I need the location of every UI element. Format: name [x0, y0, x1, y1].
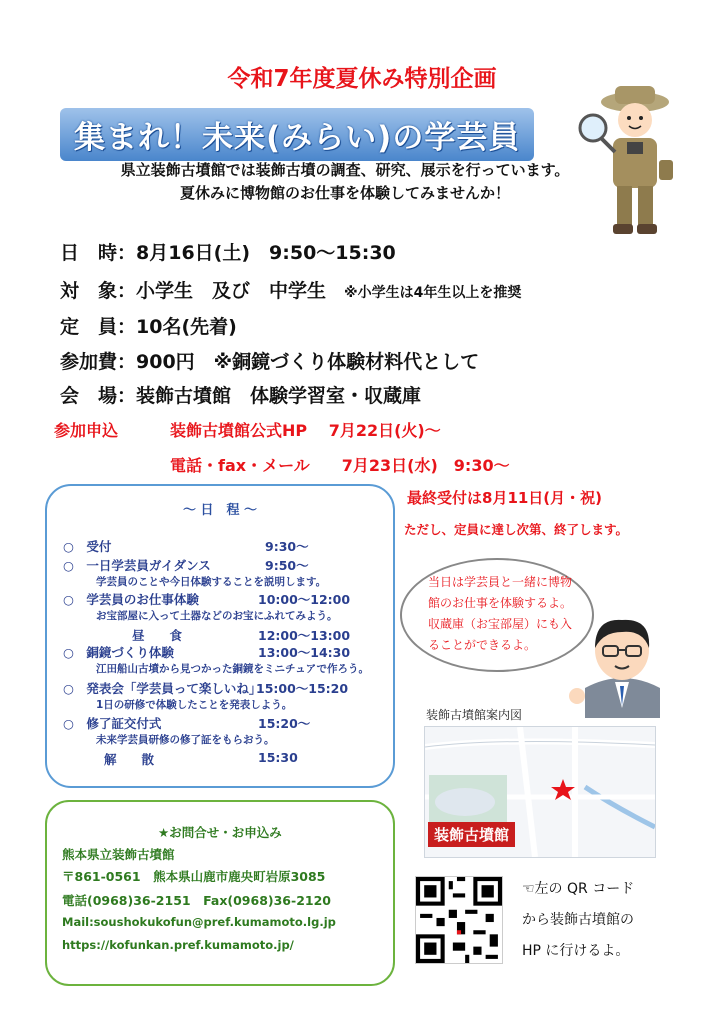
schedule-label: ○ 発表会「学芸員って楽しいね」 — [63, 681, 262, 696]
schedule-sub: 1日の研修で体験したことを発表しよう。 — [96, 699, 293, 711]
info-capacity: 定 員：10名(先着) — [60, 316, 237, 338]
schedule-label: ○ 修了証交付式 — [63, 716, 162, 731]
contact-address: 〒861-0561 熊本県山鹿市鹿央町岩原3085 — [62, 869, 326, 884]
schedule-row — [132, 626, 182, 644]
schedule-sub: 未来学芸員研修の修了証をもらおう。 — [96, 734, 275, 746]
schedule-row — [63, 590, 199, 608]
apply-phone: 電話・fax・メール 7月23日(水) 9:30～ — [170, 456, 510, 475]
schedule-label: 昼 食 — [132, 628, 183, 643]
intro-line-1: 県立装飾古墳館では装飾古墳の調査、研究、展示を行っています。 — [120, 161, 570, 179]
apply-note: ただし、定員に達し次第、終了します。 — [404, 522, 629, 537]
contact-org: 熊本県立装飾古墳館 — [62, 847, 175, 862]
map-caption: 装飾古墳館案内図 — [426, 708, 523, 722]
schedule-label: ○ 受付 — [63, 539, 112, 554]
schedule-label: 解 散 — [104, 752, 155, 767]
contact-heading: ★お問合せ・お申込み — [158, 825, 282, 840]
schedule-title: ～ 日 程 ～ — [182, 503, 258, 518]
apply-label: 参加申込 — [54, 421, 119, 440]
qr-line-2: から装飾古墳館の — [522, 912, 634, 928]
qr-instructions — [522, 874, 634, 967]
speech-bubble-text: 当日は学芸員と一緒に博物館のお仕事を体験するよ。収蔵庫（お宝部屋）にも入ることができるよ。 — [428, 575, 573, 652]
map-place-label: 装飾古墳館 — [428, 822, 515, 847]
schedule-row — [63, 643, 174, 661]
schedule-time: 12:00～13:00 — [258, 628, 351, 643]
schedule-label: ○ 学芸員のお仕事体験 — [63, 592, 199, 607]
intro-line-2: 夏休みに博物館のお仕事を体験してみませんか！ — [179, 184, 510, 202]
schedule-time: 15:30 — [258, 750, 298, 765]
qr-code[interactable] — [415, 876, 503, 964]
qr-line-1: ☜左の QR コード — [522, 881, 635, 897]
schedule-sub: お宝部屋に入って土器などのお宝にふれてみよう。 — [96, 610, 338, 622]
schedule-row — [63, 556, 211, 574]
curator-illustration — [565, 608, 680, 718]
info-venue: 会 場：装飾古墳館 体験学習室・収蔵庫 — [60, 385, 422, 407]
apply-deadline: 最終受付は8月11日(月・祝) — [407, 489, 603, 507]
schedule-row — [63, 714, 161, 732]
apply-web: 装飾古墳館公式HP 7月22日(火)～ — [170, 421, 441, 440]
schedule-row — [63, 537, 111, 555]
info-target — [60, 276, 521, 303]
schedule-label: ○ 一日学芸員ガイダンス — [63, 558, 211, 573]
info-target-text: 対 象：小学生 及び 中学生 — [60, 280, 327, 302]
schedule-time: 15:20～ — [258, 716, 311, 731]
schedule-time: 9:50～ — [265, 558, 309, 573]
qr-line-3: HP に行けるよ。 — [522, 943, 630, 959]
info-date: 日 時：8月16日(土) 9:50～15:30 — [60, 242, 396, 264]
schedule-sub: 江田船山古墳から見つかった銅鏡をミニチュアで作ろう。 — [96, 663, 369, 675]
info-fee: 参加費：900円 ※銅鏡づくり体験材料代として — [60, 351, 480, 373]
schedule-time: 9:30～ — [265, 539, 309, 554]
schedule-row — [104, 750, 154, 768]
event-subtitle: 令和7年度夏休み特別企画 — [227, 66, 497, 92]
schedule-sub: 学芸員のことや今日体験することを説明します。 — [96, 576, 327, 588]
schedule-time: 10:00～12:00 — [258, 592, 351, 607]
info-target-note: ※小学生は4年生以上を推奨 — [344, 285, 522, 301]
contact-mail[interactable]: Mail:soushokukofun@pref.kumamoto.lg.jp — [62, 915, 336, 929]
schedule-label: ○ 銅鏡づくり体験 — [63, 645, 174, 660]
event-title: 集まれ！未来(みらい)の学芸員 — [60, 108, 534, 161]
contact-tel: 電話(0968)36-2151 Fax(0968)36-2120 — [62, 893, 331, 908]
schedule-time: 15:00～15:20 — [256, 681, 349, 696]
schedule-row — [63, 679, 261, 697]
qr-code-graphic — [416, 877, 502, 963]
schedule-time: 13:00～14:30 — [258, 645, 351, 660]
contact-url[interactable]: https://kofunkan.pref.kumamoto.jp/ — [62, 938, 294, 952]
